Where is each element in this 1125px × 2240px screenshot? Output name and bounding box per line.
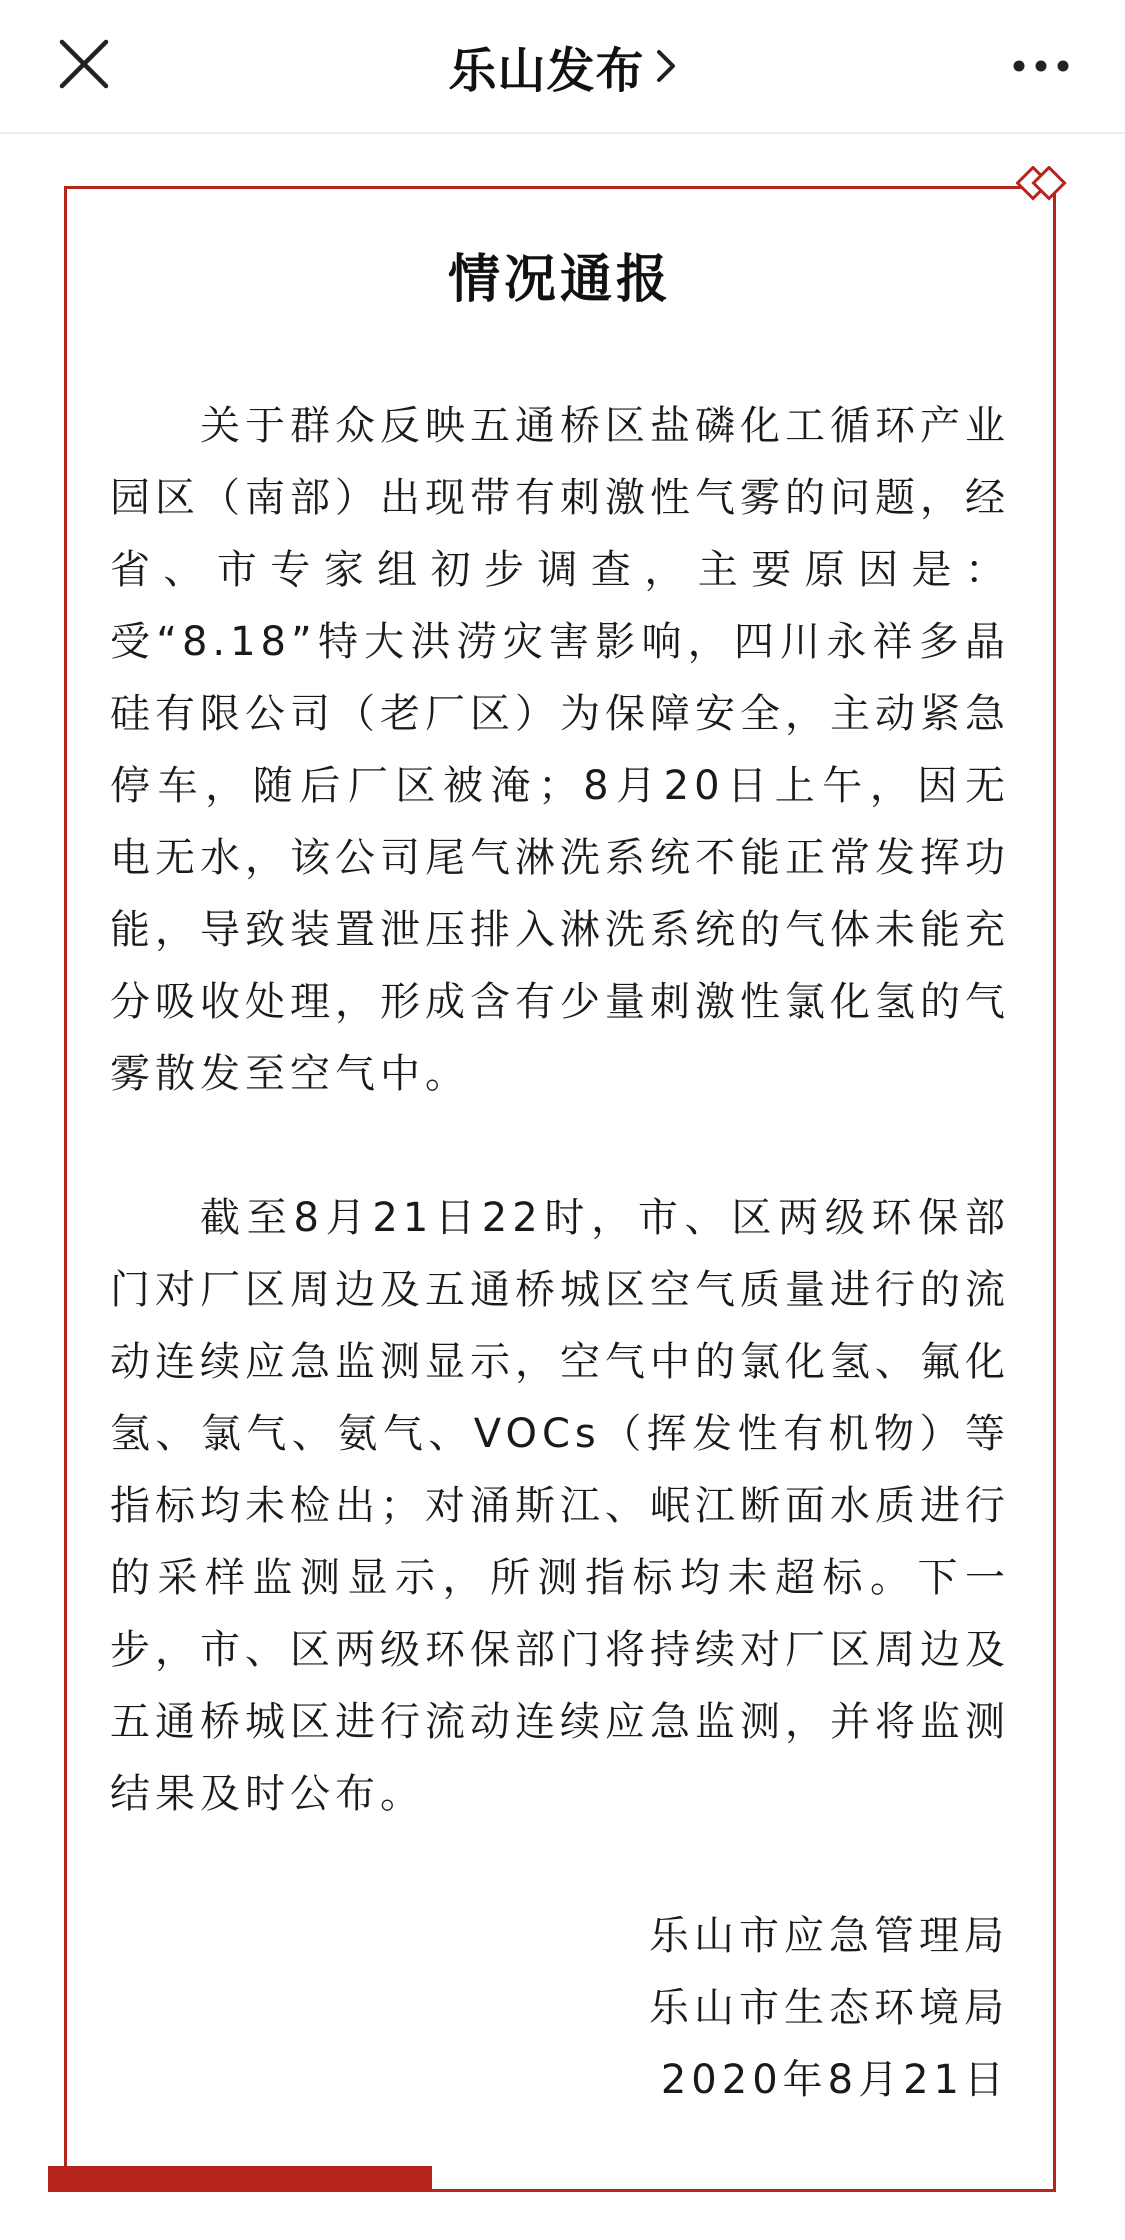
- red-accent-bar: [48, 2166, 432, 2192]
- account-name: 乐山发布: [448, 42, 645, 99]
- more-dots-icon: [1009, 44, 1073, 88]
- signature-org-ecology: 乐山市生态环境局: [649, 1985, 1009, 2031]
- nav-title-container: [0, 0, 1125, 132]
- document-title: 情况通报: [447, 250, 672, 310]
- top-navbar: [0, 0, 1125, 134]
- chevron-right-icon: [655, 48, 677, 84]
- signature-org-emergency: 乐山市应急管理局: [649, 1913, 1009, 1959]
- paragraph-cause: 关于群众反映五通桥区盐磷化工循环产业园区（南部）出现带有刺激性气雾的问题，经省、市专家组初步调查，主要原因是：受“8.18”特大洪涝灾害影响，四川永祥多晶硅有限公司（老厂区）为保障安全，主动紧急停车，随后厂区被淹；8月20日上午，因无电无水，该公司尾气淋洗系统不能正常发挥功能，导致装置泄压排入淋洗系统的气体未能充分吸收处理，形成含有少量刺激性氯化氢的气雾散发至空气中。: [110, 403, 1010, 1097]
- signature-date: 2020年8月21日: [660, 2057, 1009, 2103]
- account-title-link[interactable]: [448, 32, 676, 101]
- close-button[interactable]: [52, 32, 116, 96]
- more-button[interactable]: [1009, 44, 1073, 88]
- close-icon: [52, 32, 116, 96]
- paragraph-monitoring: 截至8月21日22时，市、区两级环保部门对厂区周边及五通桥城区空气质量进行的流动连续应急监测显示，空气中的氯化氢、氟化氢、氯气、氨气、VOCs（挥发性有机物）等指标均未检出；对涌斯江、岷江断面水质进行的采样监测显示，所测指标均未超标。下一步，市、区两级环保部门将持续对厂区周边及五通桥城区进行流动连续应急监测，并将监测结果及时公布。: [110, 1195, 1010, 1817]
- diamond-ornament-icon: [1016, 166, 1076, 206]
